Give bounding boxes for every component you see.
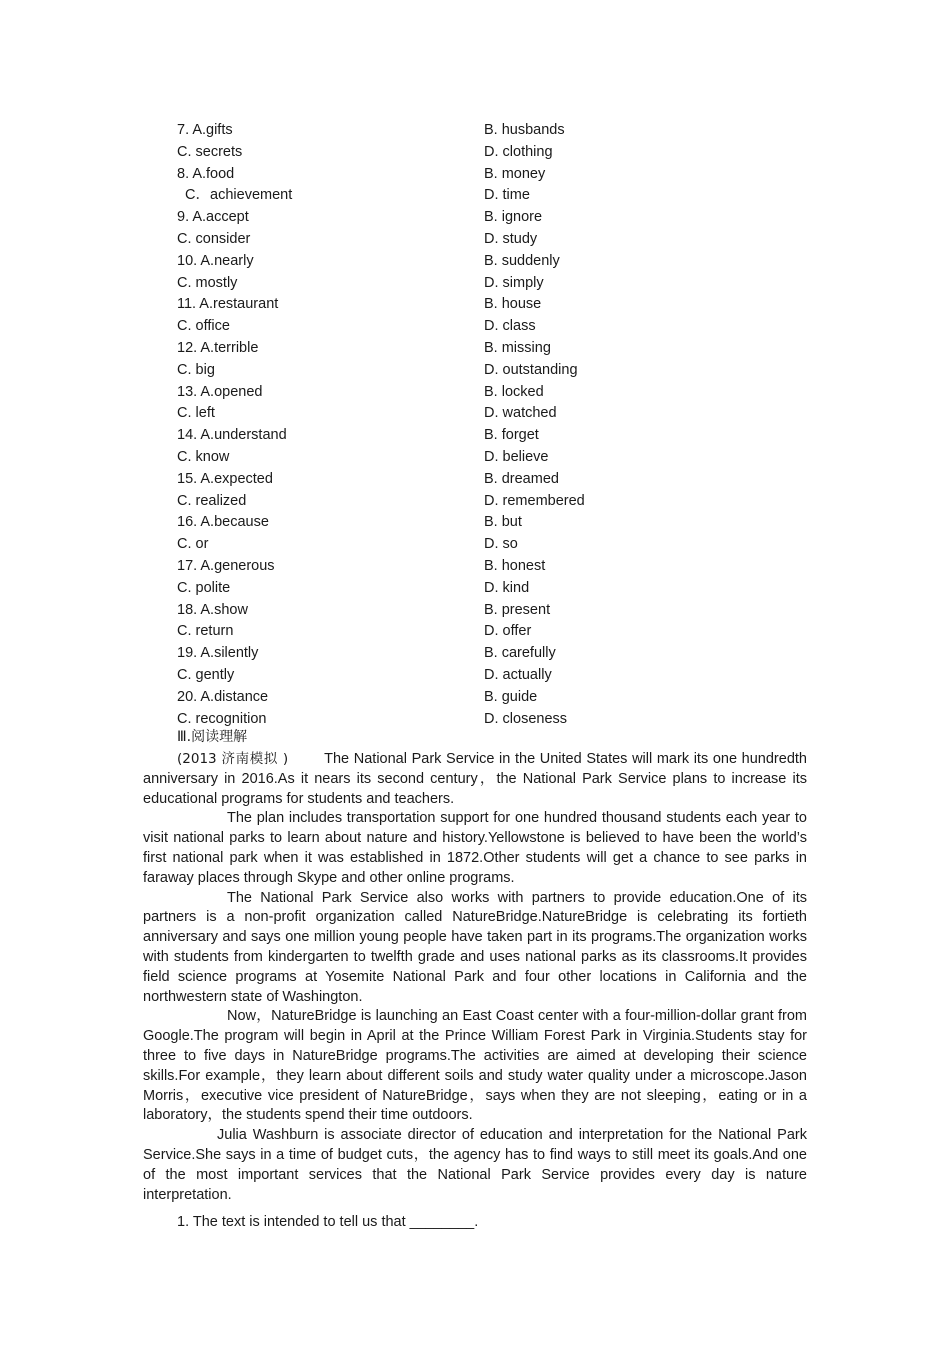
option-left: C. realized [177,492,247,509]
option-right: B. honest [484,557,546,574]
option-row [177,643,627,665]
option-left: C. mostly [177,274,238,291]
option-row [177,294,627,316]
option-right: D. actually [484,666,552,683]
option-row [177,120,627,142]
option-left: 11. A.restaurant [177,296,279,313]
option-row [177,469,627,491]
option-right: D. watched [484,405,557,422]
option-left: 18. A.show [177,601,248,618]
answer-options-list [177,120,627,730]
paragraph-text: The National Park Service in the United States will mark its one hundredth anniversary in 2016.As it nears its second century，the National Park Service plans to increase its educational programs for students and teachers. [143,751,807,807]
option-row [177,207,627,229]
option-row [177,164,627,186]
option-left: C. recognition [177,710,267,727]
option-left: C. return [177,623,234,640]
option-left: C. left [177,405,215,422]
option-right: D. simply [484,274,544,291]
option-row [177,534,627,556]
option-row [177,338,627,360]
option-row [177,447,627,469]
option-right: B. carefully [484,645,556,662]
option-left: C. secrets [177,143,243,160]
option-row [177,316,627,338]
option-right: D. time [484,187,530,204]
option-right: D. study [484,230,538,247]
option-left: C. polite [177,579,231,596]
option-left: C. big [177,361,215,378]
option-left: 20. A.distance [177,688,269,705]
option-left: C. or [177,536,209,553]
option-right: B. ignore [484,209,543,226]
passage-paragraph: The plan includes transportation support for one hundred thousand students each year to visit national parks to learn about nature and history.Yellowstone is believed to have been the world’s first national park when it was established in 1872.Other students will get a chance to see parks in faraway places through Skype and other online programs. [143,810,807,886]
option-row [177,273,627,295]
option-right: D. believe [484,448,549,465]
option-right: B. house [484,296,542,313]
option-left: 8. A.food [177,165,235,182]
option-left: C. gently [177,666,235,683]
option-left: C．achievement [177,187,293,204]
option-row [177,251,627,273]
option-right: B. guide [484,688,538,705]
option-row [177,425,627,447]
option-left: C. office [177,318,230,335]
option-right: B. but [484,514,522,531]
option-row [177,665,627,687]
option-left: 14. A.understand [177,427,287,444]
option-left: 10. A.nearly [177,252,254,269]
option-right: B. locked [484,383,544,400]
option-row [177,491,627,513]
option-row [177,578,627,600]
passage-paragraph: The National Park Service also works with partners to provide education.One of its partners is a non-profit organization called NatureBridge.NatureBridge is celebrating its fortieth anniversary and says one million young people have taken part in its programs.The organization works with students from kindergarten to twelfth grade and uses national parks as its classrooms.It provides field science programs at Yosemite National Park and four other locations in California and the northwestern state of Washington. [143,889,807,1005]
option-left: 12. A.terrible [177,339,259,356]
option-row [177,556,627,578]
option-row [177,142,627,164]
option-right: D. closeness [484,710,568,727]
passage-paragraph: Now，NatureBridge is launching an East Coast center with a four-million-dollar grant from Google.The program will begin in April at the Prince William Forest Park in Virginia.Students stay for three to five days in NatureBridge programs.The activities are aimed at developing their science skills.For example，they learn about different soils and study water quality under a microscope.Jason Morris，executive vice president of NatureBridge，says when they are not sleeping，eating or in a laboratory，the students spend their time outdoors. [143,1008,807,1124]
option-right: D. clothing [484,143,553,160]
section-heading: Ⅲ.阅读理解 [177,729,248,745]
option-right: D. class [484,318,536,335]
option-left: 7. A.gifts [177,122,233,138]
option-row [177,382,627,404]
option-left: 16. A.because [177,514,269,531]
option-row [177,229,627,251]
option-left: 15. A.expected [177,470,273,487]
passage-paragraph: Julia Washburn is associate director of education and interpretation for the National Park Service.She says in a time of budget cuts，the agency has to find ways to still meet its goals.And one of the most important services that the National Park Service provides every day is nature interpretation. [143,1127,807,1203]
passage-paragraph [143,750,807,809]
option-row [177,621,627,643]
option-left: 19. A.silently [177,645,259,662]
option-right: D. so [484,536,518,553]
option-row [177,360,627,382]
option-row [177,185,627,207]
option-right: D. outstanding [484,361,578,378]
option-right: B. dreamed [484,470,559,487]
option-right: B. husbands [484,122,565,138]
option-left: 13. A.opened [177,383,263,400]
reading-passage [143,750,807,1205]
option-row [177,512,627,534]
option-left: C. know [177,448,230,465]
option-right: D. kind [484,579,530,596]
option-right: D. remembered [484,492,585,509]
passage-source: (2013 济南模拟 ) [177,751,289,767]
option-row [177,600,627,622]
option-right: B. missing [484,339,551,356]
option-right: B. forget [484,427,539,444]
option-left: C. consider [177,230,251,247]
option-right: B. money [484,165,546,182]
option-row [177,687,627,709]
option-right: D. offer [484,623,532,640]
question-1: 1. The text is intended to tell us that ________. [177,1214,479,1230]
option-right: B. present [484,601,551,618]
option-left: 17. A.generous [177,557,275,574]
option-right: B. suddenly [484,252,560,269]
option-left: 9. A.accept [177,209,249,226]
option-row [177,403,627,425]
